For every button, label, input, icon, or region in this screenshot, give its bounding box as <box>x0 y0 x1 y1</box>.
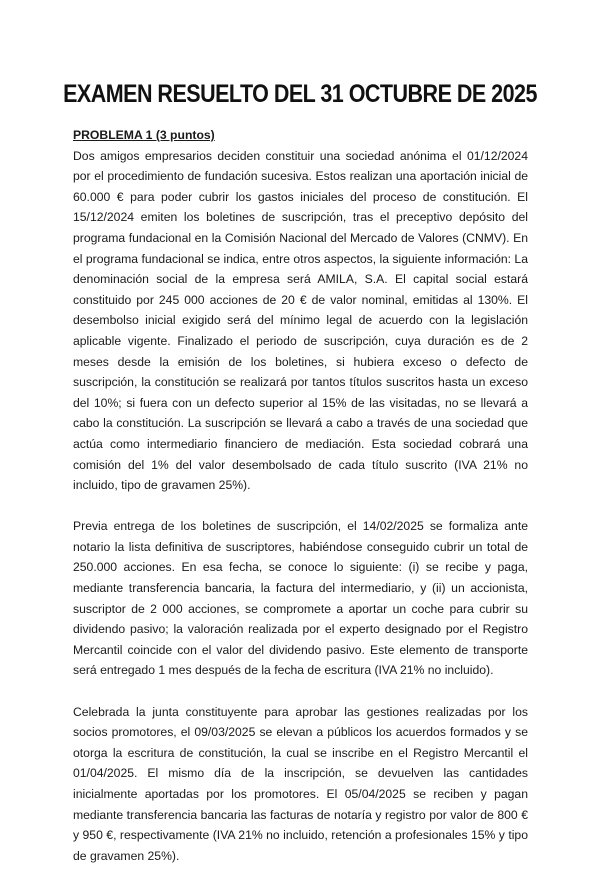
document-body <box>73 125 528 887</box>
paragraph-3: Celebrada la junta constituyente para aprobar las gestiones realizadas por los socios promotores, el 09/03/2025 se elevan a públicos los acuerdos formados y se otorga la escritura de constitución, la cual se inscribe en el Registro Mercantil el 01/04/2025. El mismo día de la inscripción, se devuelven las cantidades inicialmente aportadas por los promotores. El 05/04/2025 se reciben y pagan mediante transferencia bancaria las facturas de notaría y registro por valor de 800 € y 950 €, respectivamente (IVA 21% no incluido, retención a profesionales 15% y tipo de gravamen 25%). <box>73 704 528 863</box>
problem-heading: PROBLEMA 1 (3 puntos) <box>73 128 215 142</box>
paragraph-1: Dos amigos empresarios deciden constituir una sociedad anónima el 01/12/2024 por el procedimiento de fundación sucesiva. Estos realizan una aportación inicial de 60.000 € para poder cubrir los gastos iniciales del proceso de constitución. El 15/12/2024 emiten los boletines de suscripción, tras el preceptivo depósito del programa fundacional en la Comisión Nacional del Mercado de Valores (CNMV). En el programa fundacional se indica, entre otros aspectos, la siguiente información: La denominación social de la empresa será AMILA, S.A. El capital social estará constituido por 245 000 acciones de 20 € de valor nominal, emitidas al 130%. El desembolso inicial exigido será del mínimo legal de acuerdo con la legislación aplicable vigente. Finalizado el periodo de suscripción, cuya duración es de 2 meses desde la emisión de los boletines, si hubiera exceso o defecto de suscripción, la constitución se realizará por tantos títulos suscritos hasta un exceso del 10%; si fuera con un defecto superior al 15% de las visitadas, no se llevará a cabo la constitución. La suscripción se llevará a cabo a través de una sociedad que actúa como intermediario financiero de mediación. Esta sociedad cobrará una comisión del 1% del valor desembolsado de cada título suscrito (IVA 21% no incluido, tipo de gravamen 25%). <box>73 148 528 493</box>
paragraph-2: Previa entrega de los boletines de suscripción, el 14/02/2025 se formaliza ante notario la lista definitiva de suscriptores, habiéndose conseguido cubrir un total de 250.000 acciones. En esa fecha, se conoce lo siguiente: (i) se recibe y paga, mediante transferencia bancaria, la factura del intermediario, y (ii) un accionista, suscriptor de 2 000 acciones, se compromete a aportar un coche para cubrir su dividendo pasivo; la valoración realizada por el experto designado por el Registro Mercantil coincide con el valor del dividendo pasivo. Este elemento de transporte será entregado 1 mes después de la fecha de escritura (IVA 21% no incluido). <box>73 519 528 678</box>
page-title: EXAMEN RESUELTO DEL 31 OCTUBRE DE 2025 <box>63 80 537 108</box>
